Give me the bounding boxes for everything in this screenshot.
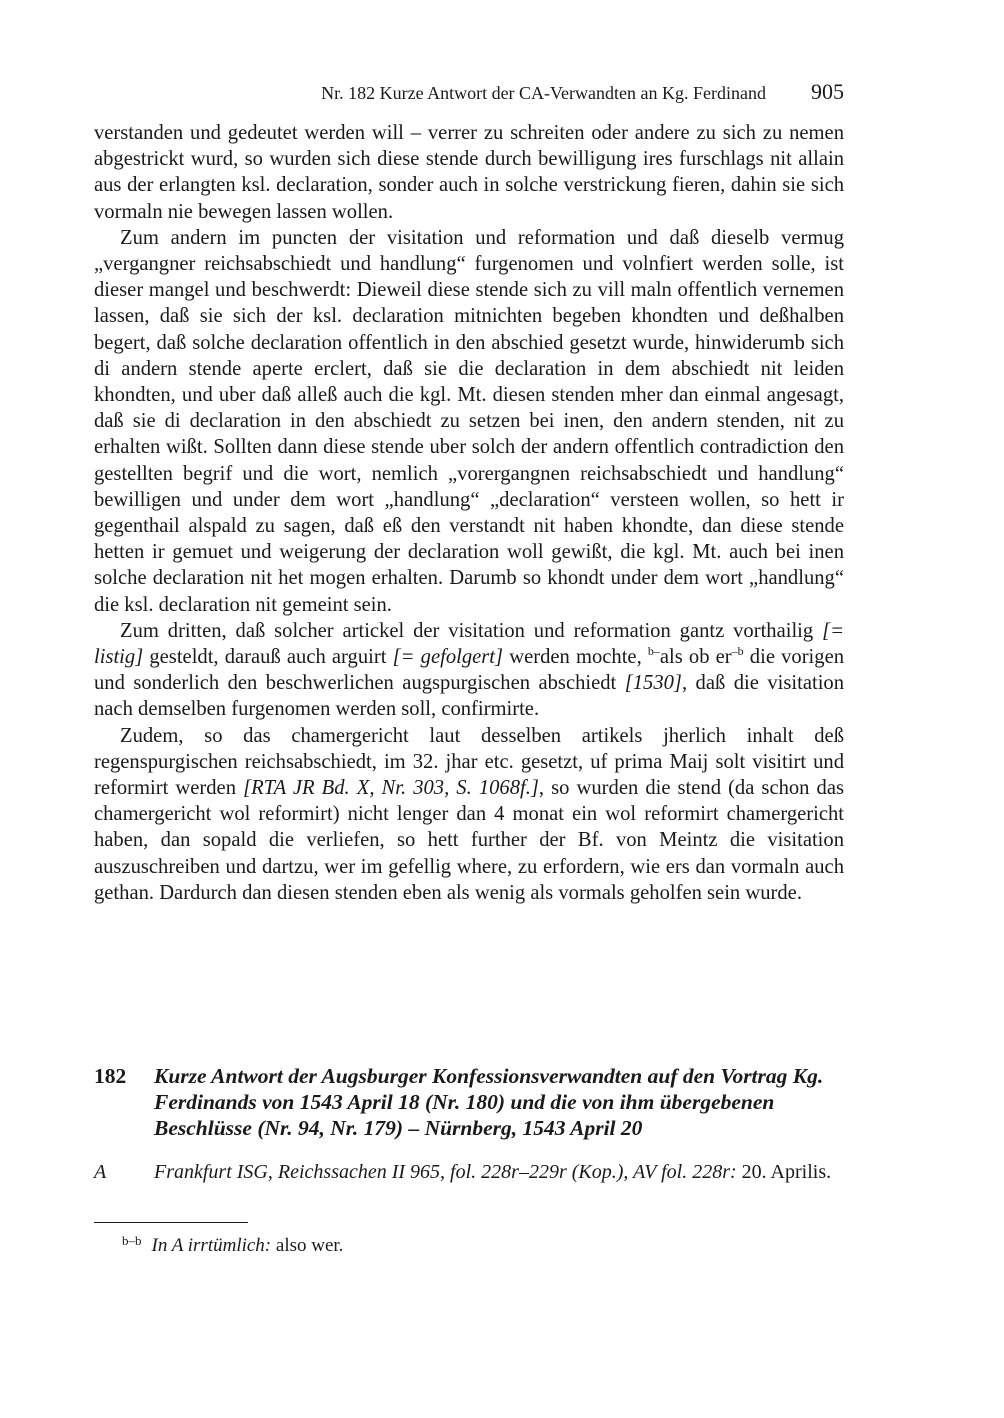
editorial-gloss-listig: [= listig] [94, 619, 844, 669]
p3-text-e: die vorigen und sonderlich den beschwerlichen augspurgischen abschiedt [94, 646, 845, 695]
editorial-reference: [RTA JR Bd. X, Nr. 303, S. 1068f.] [243, 777, 539, 800]
footnote [122, 1229, 343, 1258]
footnote-label: In A irrtümlich: [151, 1235, 272, 1256]
document-title: Kurze Antwort der Augsburger Konfessionsverwandten auf den Vortrag Kg. Ferdinands von 1543 April 18 (Nr. 180) und die von ihm übergebenen Beschlüsse (Nr. 94, Nr. 179) – Nürnberg, 1543 April 20 [154, 1064, 824, 1140]
document-heading [94, 1063, 844, 1141]
editorial-gloss-gefolgert: [= gefolgert] [392, 646, 504, 669]
footnote-rule [94, 1222, 248, 1223]
paragraph-4 [94, 723, 844, 906]
p4-text-a: Zudem, so das chamergericht laut desselben artikels jherlich inhalt deß regenspurgischen reichsabschiedt, im 32. jhar etc. gesetzt, uf prima Maij solt visitirt und reformirt werden [94, 724, 844, 800]
source-note [94, 1160, 844, 1185]
document-number: 182 [94, 1064, 127, 1088]
paragraph-3 [94, 618, 844, 723]
source-citation: Frankfurt ISG, Reichssachen II 965, fol. 228r–229r (Kop.), AV fol. 228r: [154, 1161, 737, 1183]
footnote-mark-open: b– [647, 644, 660, 659]
paragraph-2: Zum andern im puncten der visitation und reformation und daß dieselb vermug „vergangner reichsabschiedt und handlung“ furgenomen und volnfiert werden solle, ist dieser mangel und beschwerdt: Dieweil diese stende sich zu vill maln offentlich vernemen lassen, daß sie sich der ksl. declaration mitnichten begeben khondten und deßhalben begert, daß solche declaration offentlich in den abschied gesetzt wurde, hinwiderumb sich di andern stende aperte erclert, daß sie die declaration in dem abschiedt nit leiden khondten, und uber daß alleß auch die kgl. Mt. diesen stenden mher dan einmal angesagt, daß sie di declaration in den abschiedt zu setzen bei inen, den andern stenden, nit zu erhalten wißt. Sollten dann diese stende uber solch der andern offentlich contradiction den gestellten begrif und die wort, nemlich „vorergangnen reichsabschiedt und handlung“ bewilligen und under dem wort „handlung“ „declaration“ versteen wollen, so hett ir gegenthail alspald zu sagen, daß eß den verstandt nit haben khondte, dan diese stende hetten ir gemuet und weigerung der declaration woll gewißt, die kgl. Mt. auch bei inen solche declaration nit het mogen erhalten. Darumb so khondt under dem wort „handlung“ die ksl. declaration nit gemeint sein. [94, 226, 844, 616]
source-date-note: 20. Aprilis. [741, 1161, 832, 1183]
source-text [154, 1160, 844, 1185]
footnote-text: also wer. [275, 1235, 344, 1256]
p3-text-d: als ob er [659, 646, 732, 669]
running-head: Nr. 182 Kurze Antwort der CA-Verwandten an Kg. Ferdinand [321, 83, 766, 103]
page-header [94, 79, 844, 109]
editorial-gloss-year: [1530] [624, 672, 682, 695]
p3-text-f: , daß die visitation nach demselben furgenomen werden soll, confirmirte. [94, 672, 845, 721]
p3-text-c: werden mochte, [509, 646, 642, 669]
p4-text-b: , so wurden die stend (da schon das chamergericht wol reformirt) nicht lenger dan 4 monat ein wol reformirt chamergericht haben, dan sopald die verliefen, so hett further der Bf. von Meintz die visitation auszuschreiben und dartzu, wer im gefellig where, zu erfordern, wie ers dan vormaln auch gethan. Dardurch dan diesen stenden eben als wenig als vormals geholfen sein wurde. [94, 777, 844, 904]
footnote-mark-close: –b [731, 644, 744, 659]
page-number: 905 [811, 79, 844, 104]
source-sigle: A [94, 1161, 107, 1183]
paragraph-1: verstanden und gedeutet werden will – verrer zu schreiten oder andere zu sich zu nemen abgestrickt wurd, so wurden sich diese stende durch bewilligung ires furschlags nit allain aus der erlangten ksl. declaration, sonder auch in solche verstrickung fieren, dahin sie sich vormaln nie bewegen lassen wollen. [94, 122, 844, 223]
footnote-mark: b–b [122, 1233, 142, 1248]
body-text [94, 120, 844, 906]
p3-text-a: Zum dritten, daß solcher artickel der visitation und reformation gantz vorthailig [120, 619, 814, 642]
p3-text-b: gesteldt, darauß auch arguirt [149, 646, 387, 669]
